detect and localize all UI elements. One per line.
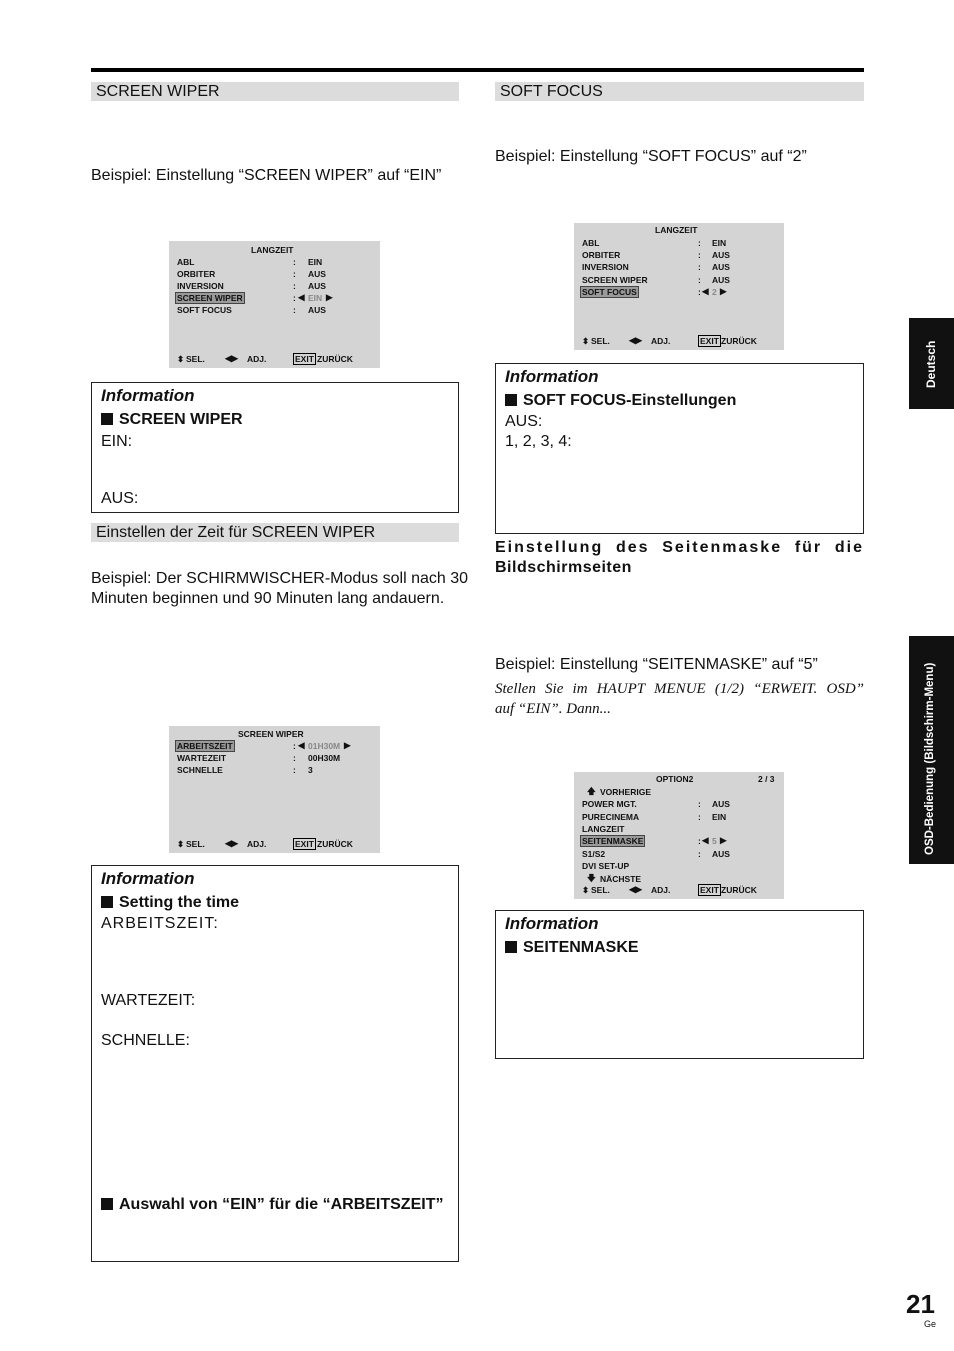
osd-row-value: EIN: [308, 257, 323, 267]
up-down-icon: ⬍: [582, 885, 590, 895]
page-number: 21: [906, 1289, 935, 1319]
osd-footer-back: ZURÜCK: [317, 839, 353, 849]
osd-row-value: AUS: [308, 305, 326, 315]
info-title: Information: [505, 914, 599, 933]
left-right-icon: ◀▶: [225, 838, 239, 848]
section-title-seitenmaske-line2: Bildschirmseiten: [495, 559, 632, 576]
osd-footer-exit: EXIT: [295, 839, 314, 849]
info-box-soft-focus: [495, 363, 864, 534]
info-heading: SCREEN WIPER: [101, 411, 243, 429]
osd-row-sep: :: [698, 275, 701, 285]
side-tab-osd: OSD-Bedienung (Bildschirm-Menu): [909, 636, 954, 864]
top-rule: [91, 68, 864, 72]
info-title: Information: [101, 869, 195, 888]
page-suffix: Ge: [924, 1319, 937, 1329]
osd-row-label: SCHNELLE: [177, 765, 223, 775]
osd-row-value: AUS: [308, 269, 326, 279]
osd-prev: VORHERIGE: [600, 787, 652, 797]
up-down-icon: ⬍: [177, 839, 185, 849]
info-arbeitszeit: ARBEITSZEIT:: [101, 915, 219, 932]
square-bullet-icon: [101, 413, 113, 425]
arrow-left-icon: ◀: [298, 292, 305, 302]
osd-row-label: ORBITER: [177, 269, 216, 279]
osd-footer-sel: SEL.: [186, 354, 205, 364]
osd-langzeit-soft-focus: [574, 223, 784, 350]
osd-row-value: AUS: [712, 250, 730, 260]
info-aus: AUS:: [101, 490, 139, 507]
osd-row-label-selected: SEITENMASKE: [582, 836, 644, 846]
italic-note-line1: Stellen Sie im HAUPT MENUE (1/2) “ERWEIT. OSD”: [495, 681, 864, 697]
osd-row-sep: :: [698, 262, 701, 272]
osd-row-label: PURECINEMA: [582, 812, 640, 822]
osd-row-label: POWER MGT.: [582, 799, 637, 809]
osd-footer-adj: ADJ.: [247, 354, 267, 364]
info-heading: SEITENMASKE: [505, 939, 639, 957]
section-header-time: Einstellen der Zeit für SCREEN WIPER: [91, 523, 459, 542]
osd-footer-sel: SEL.: [591, 885, 610, 895]
italic-note-line2: auf “EIN”. Dann...: [495, 701, 611, 717]
square-bullet-icon: [505, 394, 517, 406]
osd-row-sep: :: [293, 293, 296, 303]
osd-row-value: AUS: [712, 799, 730, 809]
square-bullet-icon: [505, 941, 517, 953]
osd-row-value: 3: [308, 765, 313, 775]
square-bullet-icon: [101, 1198, 113, 1210]
example-screen-wiper: Beispiel: Einstellung “SCREEN WIPER” auf “EIN”: [91, 167, 442, 184]
osd-footer-adj: ADJ.: [651, 885, 671, 895]
osd-row-label-selected: ARBEITSZEIT: [177, 741, 233, 751]
up-down-icon: ⬍: [582, 336, 590, 346]
arrow-right-icon: ▶: [326, 292, 333, 302]
info-schnelle: SCHNELLE:: [101, 1032, 190, 1049]
osd-row-sep: :: [293, 741, 296, 751]
osd-row-sep: :: [698, 287, 701, 297]
section-header-screen-wiper: SCREEN WIPER: [91, 82, 459, 101]
info-ein: EIN:: [101, 433, 133, 450]
osd-footer-exit: EXIT: [295, 354, 314, 364]
section-header-soft-focus: SOFT FOCUS: [495, 82, 864, 101]
osd-row-sep: :: [293, 765, 296, 775]
osd-row-label: ABL: [582, 238, 600, 248]
info-title: Information: [101, 386, 195, 405]
osd-next: NÄCHSTE: [600, 874, 642, 884]
osd-row-label: WARTEZEIT: [177, 753, 227, 763]
osd-title: LANGZEIT: [655, 225, 698, 235]
arrow-right-icon: ▶: [720, 835, 727, 845]
osd-footer-adj: ADJ.: [651, 336, 671, 346]
info-aus: AUS:: [505, 413, 543, 430]
info-wartezeit: WARTEZEIT:: [101, 992, 196, 1009]
osd-row-value: EIN: [308, 293, 323, 303]
osd-row-value: AUS: [712, 849, 730, 859]
osd-footer-exit: EXIT: [700, 336, 719, 346]
square-bullet-icon: [101, 896, 113, 908]
osd-row-label: SOFT FOCUS: [177, 305, 232, 315]
info-heading: SOFT FOCUS-Einstellungen: [505, 392, 736, 410]
osd-row-sep: :: [698, 238, 701, 248]
arrow-left-icon: ◀: [702, 835, 709, 845]
osd-langzeit-screen-wiper: [169, 241, 380, 368]
osd-title: SCREEN WIPER: [238, 729, 304, 739]
info-box-seitenmaske: [495, 910, 864, 1059]
osd-row-sep: :: [698, 812, 701, 822]
arrow-up-icon: 🡅: [587, 786, 596, 796]
arrow-left-icon: ◀: [702, 286, 709, 296]
osd-row-label: DVI SET-UP: [582, 861, 630, 871]
osd-row-value: EIN: [712, 238, 727, 248]
osd-row-sep: :: [293, 257, 296, 267]
left-right-icon: ◀▶: [225, 353, 239, 363]
osd-row-value: 5: [712, 836, 717, 846]
osd-row-value: 2: [712, 287, 717, 297]
osd-footer-sel: SEL.: [186, 839, 205, 849]
left-right-icon: ◀▶: [629, 335, 643, 345]
osd-page: 2 / 3: [758, 774, 775, 784]
example-time-line1: Beispiel: Der SCHIRMWISCHER-Modus soll nach 30: [91, 570, 468, 587]
osd-row-sep: :: [293, 753, 296, 763]
example-time-line2: Minuten beginnen und 90 Minuten lang andauern.: [91, 590, 445, 607]
up-down-icon: ⬍: [177, 354, 185, 364]
osd-row-value: AUS: [308, 281, 326, 291]
osd-row-label-selected: SOFT FOCUS: [582, 287, 637, 297]
osd-row-label: ORBITER: [582, 250, 621, 260]
info-title: Information: [505, 367, 599, 386]
side-tab-deutsch: Deutsch: [909, 318, 954, 409]
osd-row-sep: :: [293, 305, 296, 315]
arrow-right-icon: ▶: [344, 740, 351, 750]
arrow-left-icon: ◀: [298, 740, 305, 750]
osd-row-label: LANGZEIT: [582, 824, 625, 834]
osd-footer-back: ZURÜCK: [317, 354, 353, 364]
osd-row-value: 01H30M: [308, 741, 341, 751]
osd-row-value: AUS: [712, 275, 730, 285]
osd-title: LANGZEIT: [251, 245, 294, 255]
osd-row-label: INVERSION: [582, 262, 629, 272]
osd-row-label: SCREEN WIPER: [582, 275, 648, 285]
osd-row-sep: :: [698, 849, 701, 859]
arrow-down-icon: 🡇: [587, 873, 596, 883]
osd-footer-back: ZURÜCK: [721, 336, 757, 346]
osd-footer-back: ZURÜCK: [721, 885, 757, 895]
osd-option2: [574, 772, 784, 899]
osd-row-sep: :: [698, 250, 701, 260]
info-box-screen-wiper: [91, 382, 459, 513]
info-heading2: Auswahl von “EIN” für die “ARBEITSZEIT”: [101, 1196, 443, 1214]
info-box-setting-time: [91, 865, 459, 1262]
section-title-seitenmaske-line1: Einstellung des Seitenmaske für die: [495, 539, 864, 556]
osd-footer-exit: EXIT: [700, 885, 719, 895]
osd-screen-wiper-time: [169, 726, 380, 853]
osd-row-label: INVERSION: [177, 281, 224, 291]
osd-row-value: EIN: [712, 812, 727, 822]
example-seitenmaske: Beispiel: Einstellung “SEITENMASKE” auf “5”: [495, 656, 818, 673]
osd-row-sep: :: [698, 799, 701, 809]
osd-footer-sel: SEL.: [591, 336, 610, 346]
osd-row-value: AUS: [712, 262, 730, 272]
osd-row-sep: :: [293, 281, 296, 291]
osd-row-label: S1/S2: [582, 849, 606, 859]
osd-footer-adj: ADJ.: [247, 839, 267, 849]
left-right-icon: ◀▶: [629, 884, 643, 894]
osd-row-value: 00H30M: [308, 753, 341, 763]
info-values: 1, 2, 3, 4:: [505, 433, 572, 450]
osd-row-label-selected: SCREEN WIPER: [177, 293, 243, 303]
osd-row-label: ABL: [177, 257, 195, 267]
example-soft-focus: Beispiel: Einstellung “SOFT FOCUS” auf “2”: [495, 148, 807, 165]
arrow-right-icon: ▶: [720, 286, 727, 296]
osd-title: OPTION2: [656, 774, 694, 784]
osd-row-sep: :: [698, 836, 701, 846]
info-heading: Setting the time: [101, 894, 239, 912]
osd-row-sep: :: [293, 269, 296, 279]
